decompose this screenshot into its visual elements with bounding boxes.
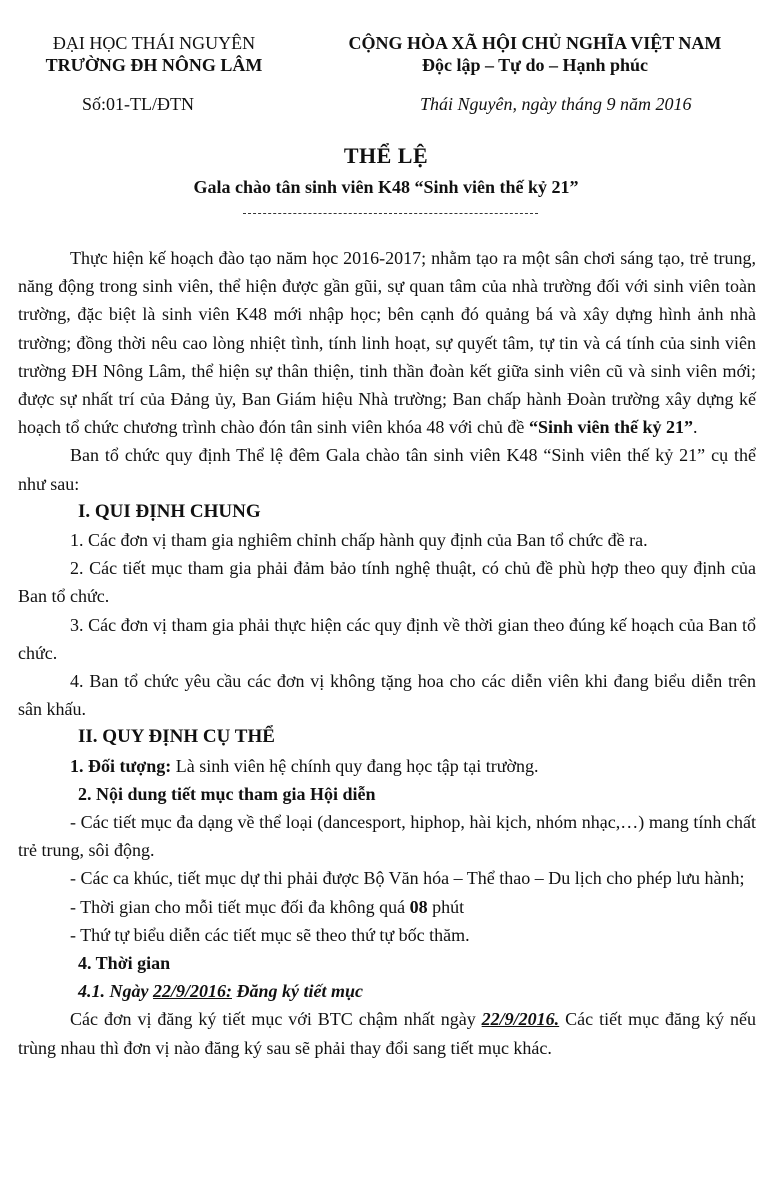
intro-paragraph — [18, 244, 756, 441]
intro-theme: “Sinh viên thế kỷ 21” — [528, 417, 693, 438]
intro-text: Thực hiện kế hoạch đào tạo năm học 2016-2017; nhằm tạo ra một sân chơi sáng tạo, trẻ trung, năng động trong sinh viên, thể hiện được gần gũi, sự quan tâm của nhà trường đối với sinh viên toàn trường, đặc biệt là sinh viên K48 mới nhập học; bên cạnh đó quảng bá và xây dựng hình ảnh nhà trường; đồng thời nêu cao lòng nhiệt tình, tính linh hoạt, sự quyết tâm, tự tin và cá tính của sinh viên trường ĐH Nông Lâm, thể hiện sự thân thiện, tinh thần đoàn kết giữa sinh viên cũ và sinh viên mới; được sự nhất trí của Đảng ủy, Ban Giám hiệu Nhà trường; Ban chấp hành Đoàn trường xây dựng kế hoạch tổ chức chương trình chào đón tân sinh viên khóa 48 với chủ đề — [18, 248, 756, 438]
title-divider — [243, 213, 538, 214]
section2-heading: II. QUY ĐỊNH CỤ THỂ — [78, 726, 275, 748]
time-paragraph — [18, 1005, 756, 1061]
content-bullet-3 — [18, 893, 756, 921]
general-rule-1: 1. Các đơn vị tham gia nghiêm chỉnh chấp hành quy định của Ban tổ chức đề ra. — [70, 530, 648, 551]
subject-label: 1. Đối tượng: — [70, 755, 172, 776]
national-header — [310, 32, 760, 76]
bullet3-post: phút — [427, 896, 465, 917]
time-sub-date: 22/9/2016: — [153, 981, 232, 1002]
document-number: Số:01-TL/ĐTN — [82, 94, 194, 114]
school-name: TRƯỜNG ĐH NÔNG LÂM — [45, 55, 263, 75]
intro-end: . — [692, 417, 698, 438]
document-subtitle: Gala chào tân sinh viên K48 “Sinh viên thế kỷ 21” — [193, 177, 579, 197]
content-bullet-1: - Các tiết mục đa dạng về thể loại (dancesport, hiphop, hài kịch, nhóm nhạc,…) mang tính chất trẻ trung, sôi động. — [18, 812, 756, 861]
time-text-pre: Các đơn vị đăng ký tiết mục với BTC chậm nhất ngày — [70, 1009, 482, 1030]
content-heading: 2. Nội dung tiết mục tham gia Hội diễn — [78, 783, 376, 804]
general-rule-4: 4. Ban tổ chức yêu cầu các đơn vị không tặng hoa cho các diễn viên khi đang biểu diễn trên sân khấu. — [18, 671, 756, 720]
document-title: THỂ LỆ — [343, 143, 429, 168]
subject-paragraph — [18, 752, 756, 780]
time-sub-pre: 4.1. Ngày — [78, 981, 153, 1002]
bullet3-pre: - Thời gian cho mỗi tiết mục đối đa không quá — [70, 896, 410, 917]
content-bullet-2: - Các ca khúc, tiết mục dự thi phải được Bộ Văn hóa – Thể thao – Du lịch cho phép lưu hành; — [70, 868, 745, 889]
content-bullet-4: - Thứ tự biểu diễn các tiết mục sẽ theo thứ tự bốc thăm. — [70, 924, 470, 945]
time-text-post: Các tiết mục đăng ký nếu trùng nhau thì đơn vị nào đăng ký sau sẽ phải thay đổi sang tiết mục khác. — [18, 1009, 756, 1058]
time-heading: 4. Thời gian — [78, 953, 171, 974]
national-motto: Độc lập – Tự do – Hạnh phúc — [421, 55, 649, 75]
time-subheading — [18, 977, 756, 1005]
university-name: ĐẠI HỌC THÁI NGUYÊN — [52, 33, 256, 53]
document-body — [18, 244, 756, 1062]
place-and-date: Thái Nguyên, ngày tháng 9 năm 2016 — [420, 94, 692, 114]
section1-heading: I. QUI ĐỊNH CHUNG — [78, 500, 261, 522]
rules-intro-paragraph: Ban tổ chức quy định Thể lệ đêm Gala chào tân sinh viên K48 “Sinh viên thế kỷ 21” cụ thể như sau: — [18, 445, 756, 494]
subject-text: Là sinh viên hệ chính quy đang học tập tại trường. — [171, 755, 539, 776]
general-rule-3: 3. Các đơn vị tham gia phải thực hiện các quy định về thời gian theo đúng kế hoạch của Ban tổ chức. — [18, 614, 756, 663]
time-text-date: 22/9/2016. — [481, 1009, 560, 1030]
bullet3-minutes: 08 — [409, 896, 428, 917]
issuing-organization — [20, 32, 288, 76]
time-sub-post: Đăng ký tiết mục — [232, 981, 363, 1002]
general-rule-2: 2. Các tiết mục tham gia phải đảm bảo tính nghệ thuật, có chủ đề phù hợp theo quy định của Ban tổ chức. — [18, 558, 756, 607]
country-name: CỘNG HÒA XÃ HỘI CHỦ NGHĨA VIỆT NAM — [348, 33, 722, 53]
